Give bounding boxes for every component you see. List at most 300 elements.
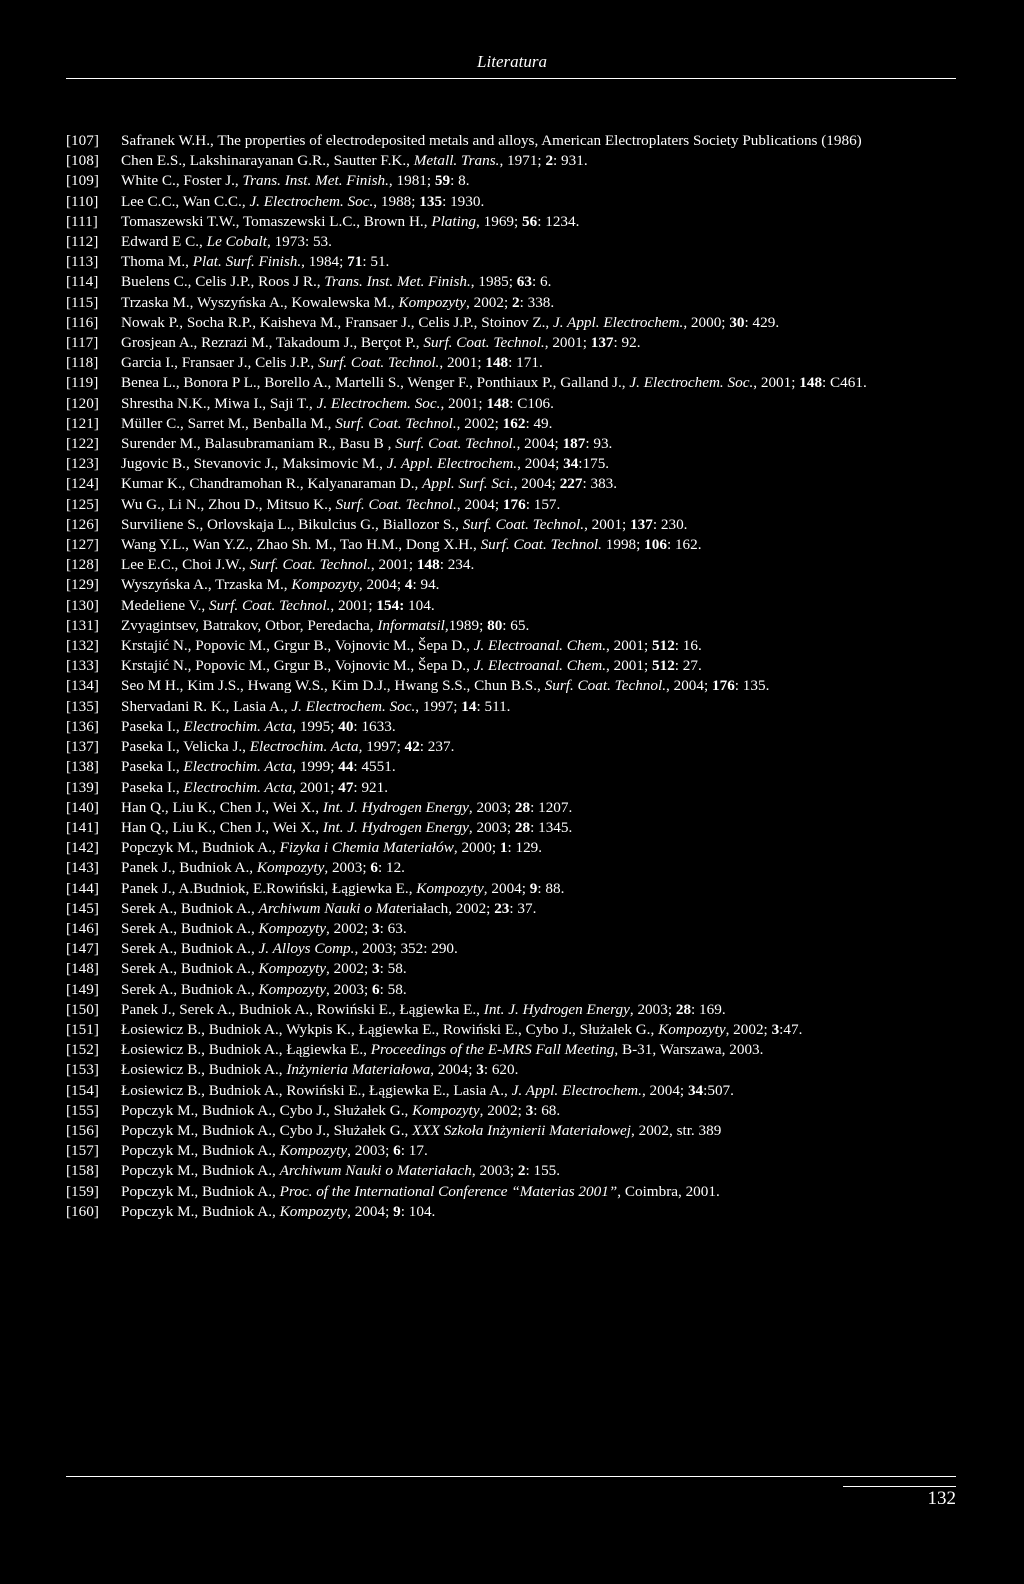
reference-text: Trzaska M., Wyszyńska A., Kowalewska M., <box>121 293 399 311</box>
reference-volume: 2 <box>545 152 554 170</box>
reference-text: , 1985; <box>470 273 517 291</box>
reference-journal: Kompozyty <box>412 1101 480 1119</box>
reference-number: [138] <box>66 758 99 776</box>
reference-journal: Archiwum Nauki o Mat <box>258 899 401 917</box>
reference-text: , 1999; <box>292 758 339 776</box>
reference-journal: Plat. Surf. Finish. <box>192 253 302 271</box>
reference-volume: 227 <box>559 475 583 493</box>
reference-journal: Surf. Coat. Technol. <box>462 515 585 533</box>
reference-volume: 6 <box>393 1142 401 1160</box>
reference-text: : 8. <box>450 172 470 190</box>
reference-volume: 28 <box>514 818 531 836</box>
reference-volume: 9 <box>529 879 538 897</box>
reference-volume: 154: <box>376 596 405 614</box>
reference-volume: 6 <box>372 980 380 998</box>
reference-journal: Kompozyty <box>279 1202 348 1220</box>
reference-text: 1989; <box>448 616 488 634</box>
reference-number: [108] <box>66 152 99 170</box>
reference-text: , 2001; <box>292 778 339 796</box>
reference-journal: Informatsil, <box>377 616 449 634</box>
reference-entry <box>66 778 924 798</box>
reference-text: : 620. <box>483 1061 519 1079</box>
reference-text: Popczyk M., Budniok A., <box>121 1142 280 1160</box>
reference-journal: J. Electrochem. Soc. <box>316 394 441 412</box>
reference-text: Medeliene V., <box>121 596 210 614</box>
reference-entry <box>66 313 924 333</box>
reference-journal: Kompozyty <box>279 1142 348 1160</box>
reference-text: : 93. <box>585 435 613 453</box>
reference-number: [148] <box>66 960 99 978</box>
reference-text: Panek J., A.Budniok, E.Rowiński, Łągiewka E., <box>121 879 417 897</box>
reference-volume: 148 <box>416 556 440 574</box>
reference-text: : 92. <box>613 334 641 352</box>
reference-text: Wyszyńska A., Trzaska M., <box>121 576 292 594</box>
reference-text: : 921. <box>353 778 389 796</box>
reference-text: , 2004; <box>513 475 560 493</box>
reference-text: Krstajić N., Popovic M., Grgur B., Vojnovic M., Šepa D., <box>121 637 474 655</box>
reference-journal: Proc. of the International Conference “Materias 2001” <box>279 1182 618 1200</box>
reference-text: , 2001; <box>753 374 800 392</box>
reference-text: , 2002; <box>456 414 503 432</box>
reference-number: [145] <box>66 899 99 917</box>
reference-text: , 1973: 53. <box>266 233 332 251</box>
reference-text: : 49. <box>525 414 553 432</box>
reference-journal: J. Electroanal. Chem. <box>473 657 606 675</box>
reference-number: [135] <box>66 697 99 715</box>
reference-text: Wu G., Li N., Zhou D., Mitsuo K., <box>121 495 336 513</box>
reference-entry <box>66 798 924 818</box>
reference-text: : 58. <box>379 960 407 978</box>
reference-text: , 1971; <box>499 152 546 170</box>
reference-number: [142] <box>66 839 99 857</box>
reference-text: , 2001; <box>584 515 631 533</box>
reference-journal: Surf. Coat. Technol. <box>249 556 371 574</box>
reference-entry <box>66 1020 924 1040</box>
reference-text: Seo M H., Kim J.S., Hwang W.S., Kim D.J., Hwang S.S., Chun B.S., <box>121 677 545 695</box>
footer-divider <box>66 1476 956 1477</box>
reference-volume: 80 <box>487 616 503 634</box>
reference-journal: Electrochim. Acta <box>183 778 293 796</box>
reference-volume: 106 <box>644 536 667 554</box>
reference-journal: Int. J. Hydrogen Energy <box>483 1000 630 1018</box>
reference-text: : 68. <box>533 1101 561 1119</box>
reference-entry <box>66 293 924 313</box>
reference-volume: 59 <box>434 172 451 190</box>
reference-volume: 137 <box>590 334 614 352</box>
reference-number: [131] <box>66 616 99 634</box>
reference-text: Łosiewicz B., Budniok A., Wykpis K., Łągiewka E., Rowiński E., Cybo J., Służałek G., <box>121 1020 659 1038</box>
reference-text: , 2001; <box>544 334 591 352</box>
reference-text: : 237. <box>419 738 455 756</box>
reference-text: : 171. <box>508 354 543 372</box>
reference-volume: 63 <box>516 273 532 291</box>
reference-text: : 511. <box>476 697 511 715</box>
reference-volume: 42 <box>404 738 420 756</box>
reference-number: [129] <box>66 576 99 594</box>
reference-text: Popczyk M., Budniok A., <box>121 1182 280 1200</box>
reference-text: Wang Y.L., Wan Y.Z., Zhao Sh. M., Tao H.M., Dong X.H., <box>121 536 481 554</box>
reference-number: [151] <box>66 1020 99 1038</box>
reference-text: , B-31, Warszawa, 2003. <box>614 1041 764 1059</box>
reference-journal: Kompozyty <box>398 293 466 311</box>
reference-journal: Surf. Coat. Technol. <box>423 334 545 352</box>
reference-entry <box>66 959 924 979</box>
reference-journal: Surf. Coat. Technol. <box>317 354 440 372</box>
reference-number: [116] <box>66 313 99 331</box>
reference-journal: J. Alloys Comp. <box>258 940 355 958</box>
reference-journal: Kompozyty <box>658 1020 726 1038</box>
reference-number: [158] <box>66 1162 99 1180</box>
reference-text: , 2003; <box>324 859 371 877</box>
reference-text: : 94. <box>412 576 440 594</box>
reference-journal: Electrochim. Acta <box>183 758 293 776</box>
reference-journal: Kompozyty <box>258 919 327 937</box>
reference-text: , 2004; <box>456 495 503 513</box>
reference-text: , 2001; <box>606 637 652 655</box>
reference-entry <box>66 899 924 919</box>
reference-text: : 4551. <box>353 758 396 776</box>
reference-text: , 2003; <box>347 1142 394 1160</box>
reference-text: Lee C.C., Wan C.C., <box>121 192 250 210</box>
reference-text: Panek J., Serek A., Budniok A., Rowiński E., Łągiewka E., <box>121 1000 484 1018</box>
reference-journal: J. Appl. Electrochem. <box>386 455 518 473</box>
reference-number: [137] <box>66 738 99 756</box>
reference-text: Panek J., Budniok A., <box>121 859 257 877</box>
reference-number: [126] <box>66 515 99 533</box>
reference-text: Popczyk M., Budniok A., <box>121 1162 280 1180</box>
reference-journal: Inżynieria Materiałowa <box>286 1061 431 1079</box>
reference-text: , 2003; <box>629 1000 676 1018</box>
page-number-rule <box>843 1486 956 1487</box>
reference-journal: J. Appl. Electrochem. <box>511 1081 642 1099</box>
reference-entry <box>66 1161 924 1181</box>
reference-volume: 2 <box>517 1162 526 1180</box>
reference-number: [147] <box>66 940 99 958</box>
reference-text: , 2001; <box>439 354 486 372</box>
reference-entry <box>66 697 924 717</box>
reference-text: , 2004; <box>347 1202 394 1220</box>
reference-entry <box>66 1141 924 1161</box>
reference-entry <box>66 1202 924 1222</box>
reference-number: [155] <box>66 1101 99 1119</box>
reference-entry <box>66 838 924 858</box>
reference-text: : 338. <box>519 293 555 311</box>
reference-number: [114] <box>66 273 99 291</box>
reference-text: , 2000; <box>453 839 500 857</box>
reference-journal: Metall. Trans. <box>413 152 500 170</box>
reference-number: [146] <box>66 919 99 937</box>
reference-number: [123] <box>66 455 99 473</box>
reference-text: Serek A., Budniok A., <box>121 899 259 917</box>
reference-text: 1998; <box>601 536 645 554</box>
reference-text: eriałach, 2002; <box>400 899 495 917</box>
reference-text: : 234. <box>439 556 475 574</box>
reference-text: , 2002; <box>725 1020 772 1038</box>
reference-text: : 230. <box>652 515 688 533</box>
reference-journal: Int. J. Hydrogen Energy <box>322 818 469 836</box>
reference-entry <box>66 676 924 696</box>
reference-entry <box>66 535 924 555</box>
reference-text: : 157. <box>525 495 561 513</box>
reference-text: Łosiewicz B., Budniok A., <box>121 1061 287 1079</box>
reference-text: : 135. <box>734 677 770 695</box>
reference-text: Zvyagintsev, Batrakov, Otbor, Peredacha, <box>121 616 378 634</box>
reference-text: Grosjean A., Rezrazi M., Takadoum J., Berçot P., <box>121 334 424 352</box>
reference-journal: Kompozyty <box>258 960 327 978</box>
reference-number: [112] <box>66 233 99 251</box>
reference-text: Han Q., Liu K., Chen J., Wei X., <box>121 798 323 816</box>
reference-text: , 2003; <box>468 818 515 836</box>
reference-text: 104. <box>404 596 435 614</box>
reference-journal: Electrochim. Acta <box>249 738 359 756</box>
reference-number: [133] <box>66 657 99 675</box>
reference-text: : 16. <box>674 637 702 655</box>
reference-entry <box>66 1081 924 1101</box>
reference-text: : 429. <box>744 313 780 331</box>
reference-volume: 148 <box>799 374 823 392</box>
reference-volume: 512 <box>652 657 675 675</box>
reference-entry <box>66 252 924 272</box>
reference-journal: Appl. Surf. Sci. <box>422 475 514 493</box>
reference-volume: 3 <box>525 1101 534 1119</box>
reference-number: [115] <box>66 293 99 311</box>
reference-entry <box>66 818 924 838</box>
reference-text: , 2001; <box>370 556 417 574</box>
reference-journal: Kompozyty <box>291 576 359 594</box>
reference-journal: Kompozyty <box>258 980 327 998</box>
reference-journal: Surf. Coat. Technol. <box>544 677 666 695</box>
reference-journal: Archiwum Nauki o Materiałach <box>279 1162 472 1180</box>
reference-text: :507. <box>703 1081 734 1099</box>
reference-text: Paseka I., <box>121 758 184 776</box>
reference-journal: J. Electrochem. Soc. <box>629 374 754 392</box>
reference-journal: J. Electroanal. Chem. <box>473 637 606 655</box>
reference-entry <box>66 980 924 1000</box>
reference-entry <box>66 1121 924 1141</box>
reference-number: [125] <box>66 495 99 513</box>
reference-number: [157] <box>66 1142 99 1160</box>
reference-text: Shervadani R. K., Lasia A., <box>121 697 292 715</box>
reference-entry <box>66 757 924 777</box>
reference-text: , 2003; <box>326 980 373 998</box>
reference-journal: Surf. Coat. Technol. <box>335 414 457 432</box>
reference-journal: Le Cobalt <box>206 233 267 251</box>
reference-entry <box>66 879 924 899</box>
reference-text: Surender M., Balasubramaniam R., Basu B , <box>121 435 396 453</box>
reference-text: Popczyk M., Budniok A., Cybo J., Służałek G., <box>121 1101 413 1119</box>
reference-entry <box>66 192 924 212</box>
reference-entry <box>66 232 924 252</box>
reference-text: Paseka I., <box>121 717 184 735</box>
reference-text: , 2001; <box>330 596 377 614</box>
reference-text: : 88. <box>537 879 565 897</box>
reference-text: Buelens C., Celis J.P., Roos J R., <box>121 273 325 291</box>
reference-volume: 187 <box>562 435 586 453</box>
reference-entry <box>66 596 924 616</box>
reference-text: , 1969; <box>476 212 523 230</box>
reference-volume: 47 <box>338 778 354 796</box>
header-divider <box>66 78 956 79</box>
reference-journal: Kompozyty <box>256 859 325 877</box>
reference-text: : 104. <box>400 1202 436 1220</box>
reference-journal: Surf. Coat. Technol. <box>395 435 517 453</box>
reference-volume: 34 <box>563 455 579 473</box>
reference-list <box>66 131 924 1222</box>
reference-journal: J. Electrochem. Soc. <box>249 192 374 210</box>
reference-text: Łosiewicz B., Budniok A., Rowiński E., Łągiewka E., Lasia A., <box>121 1081 512 1099</box>
reference-entry <box>66 656 924 676</box>
reference-number: [136] <box>66 717 99 735</box>
reference-text: , 1997; <box>358 738 405 756</box>
reference-text: Thoma M., <box>121 253 193 271</box>
reference-text: , 1984; <box>301 253 348 271</box>
reference-number: [154] <box>66 1081 99 1099</box>
reference-entry <box>66 555 924 575</box>
reference-journal: Trans. Inst. Met. Finish. <box>324 273 471 291</box>
reference-text: Paseka I., <box>121 778 184 796</box>
reference-entry <box>66 394 924 414</box>
reference-journal: XXX Szkoła Inżynierii Materiałowej <box>412 1121 632 1139</box>
reference-text: Popczyk M., Budniok A., Cybo J., Służałek G., <box>121 1121 413 1139</box>
reference-volume: 30 <box>729 313 745 331</box>
reference-text: Krstajić N., Popovic M., Grgur B., Vojnovic M., Šepa D., <box>121 657 474 675</box>
reference-entry <box>66 939 924 959</box>
reference-number: [140] <box>66 798 99 816</box>
reference-text: , 2004; <box>641 1081 688 1099</box>
reference-volume: 512 <box>652 637 675 655</box>
reference-number: [110] <box>66 192 99 210</box>
reference-text: : 27. <box>674 657 702 675</box>
reference-text: Lee E.C., Choi J.W., <box>121 556 250 574</box>
reference-text: , 2002, str. 389 <box>631 1121 722 1139</box>
page-header-title: Literatura <box>477 52 547 71</box>
reference-volume: 28 <box>675 1000 692 1018</box>
reference-text: Tomaszewski T.W., Tomaszewski L.C., Brown H., <box>121 212 432 230</box>
page-number: 132 <box>927 1488 956 1509</box>
reference-volume: 34 <box>687 1081 704 1099</box>
reference-entry <box>66 1182 924 1202</box>
reference-volume: 162 <box>502 414 526 432</box>
reference-number: [156] <box>66 1121 99 1139</box>
reference-number: [153] <box>66 1061 99 1079</box>
reference-entry <box>66 1000 924 1020</box>
reference-number: [128] <box>66 556 99 574</box>
reference-number: [149] <box>66 980 99 998</box>
reference-text: , 2004; <box>666 677 712 695</box>
reference-number: [143] <box>66 859 99 877</box>
reference-entry <box>66 373 924 393</box>
reference-text: Paseka I., Velicka J., <box>121 738 250 756</box>
reference-text: , 2004; <box>517 455 564 473</box>
reference-text: Popczyk M., Budniok A., <box>121 839 280 857</box>
reference-journal: Trans. Inst. Met. Finish. <box>242 172 389 190</box>
reference-text: : 51. <box>362 253 390 271</box>
reference-text: , 2002; <box>466 293 512 311</box>
reference-journal: Plating <box>431 212 477 230</box>
reference-volume: 3 <box>771 1020 780 1038</box>
reference-volume: 71 <box>347 253 363 271</box>
reference-number: [111] <box>66 212 98 230</box>
reference-text: Łosiewicz B., Budniok A., Łągiewka E., <box>121 1041 371 1059</box>
reference-text: : 65. <box>502 616 530 634</box>
reference-text: Benea L., Bonora P L., Borello A., Martelli S., Wenger F., Ponthiaux P., Galland J., <box>121 374 630 392</box>
reference-number: [141] <box>66 818 99 836</box>
reference-number: [144] <box>66 879 99 897</box>
reference-text: Serek A., Budniok A., <box>121 980 259 998</box>
reference-text: , 1995; <box>292 717 339 735</box>
reference-entry <box>66 636 924 656</box>
reference-text: , 1997; <box>415 697 462 715</box>
reference-number: [124] <box>66 475 99 493</box>
reference-text: : 155. <box>525 1162 561 1180</box>
reference-volume: 44 <box>338 758 354 776</box>
reference-text: , 2002; <box>479 1101 526 1119</box>
reference-volume: 4 <box>404 576 413 594</box>
reference-text: Chen E.S., Lakshinarayanan G.R., Sautter F.K., <box>121 152 414 170</box>
reference-entry <box>66 495 924 515</box>
reference-text: : 169. <box>691 1000 726 1018</box>
reference-entry <box>66 333 924 353</box>
reference-volume: 137 <box>630 515 653 533</box>
reference-entry <box>66 151 924 171</box>
reference-text: : 37. <box>509 899 537 917</box>
reference-text: , 2001; <box>440 394 487 412</box>
reference-entry <box>66 414 924 434</box>
reference-volume: 148 <box>485 354 509 372</box>
reference-text: , 2003; <box>468 798 515 816</box>
reference-number: [117] <box>66 334 99 352</box>
reference-text: : 1207. <box>530 798 573 816</box>
reference-volume: 148 <box>486 394 510 412</box>
reference-text: : 931. <box>553 152 588 170</box>
reference-entry <box>66 858 924 878</box>
reference-volume: 2 <box>512 293 520 311</box>
reference-entry <box>66 737 924 757</box>
reference-text: Han Q., Liu K., Chen J., Wei X., <box>121 818 323 836</box>
reference-number: [109] <box>66 172 99 190</box>
reference-number: [119] <box>66 374 99 392</box>
reference-text: , 2004; <box>483 879 530 897</box>
reference-journal: Surf. Coat. Technol. <box>209 596 331 614</box>
reference-entry <box>66 717 924 737</box>
reference-journal: Proceedings of the E-MRS Fall Meeting <box>370 1041 615 1059</box>
reference-text: Serek A., Budniok A., <box>121 960 259 978</box>
reference-text: , 1988; <box>373 192 420 210</box>
reference-text: , 2004; <box>516 435 563 453</box>
reference-text: White C., Foster J., <box>121 172 243 190</box>
reference-journal: J. Electrochem. Soc. <box>291 697 416 715</box>
reference-number: [152] <box>66 1041 99 1059</box>
reference-number: [160] <box>66 1202 99 1220</box>
reference-journal: Int. J. Hydrogen Energy <box>322 798 469 816</box>
reference-number: [134] <box>66 677 99 695</box>
reference-text: : 58. <box>379 980 407 998</box>
reference-entry <box>66 1040 924 1060</box>
reference-journal: J. Appl. Electrochem. <box>553 313 684 331</box>
reference-number: [122] <box>66 435 99 453</box>
reference-entry <box>66 575 924 595</box>
reference-volume: 176 <box>502 495 526 513</box>
reference-text: : 1234. <box>537 212 580 230</box>
reference-number: [107] <box>66 132 99 149</box>
reference-number: [130] <box>66 596 99 614</box>
reference-text: : 63. <box>379 919 407 937</box>
reference-text: Müller C., Sarret M., Benballa M., <box>121 414 336 432</box>
reference-text: : 1345. <box>530 818 573 836</box>
reference-volume: 1 <box>499 839 508 857</box>
reference-entry <box>66 474 924 494</box>
reference-text: : 383. <box>582 475 618 493</box>
